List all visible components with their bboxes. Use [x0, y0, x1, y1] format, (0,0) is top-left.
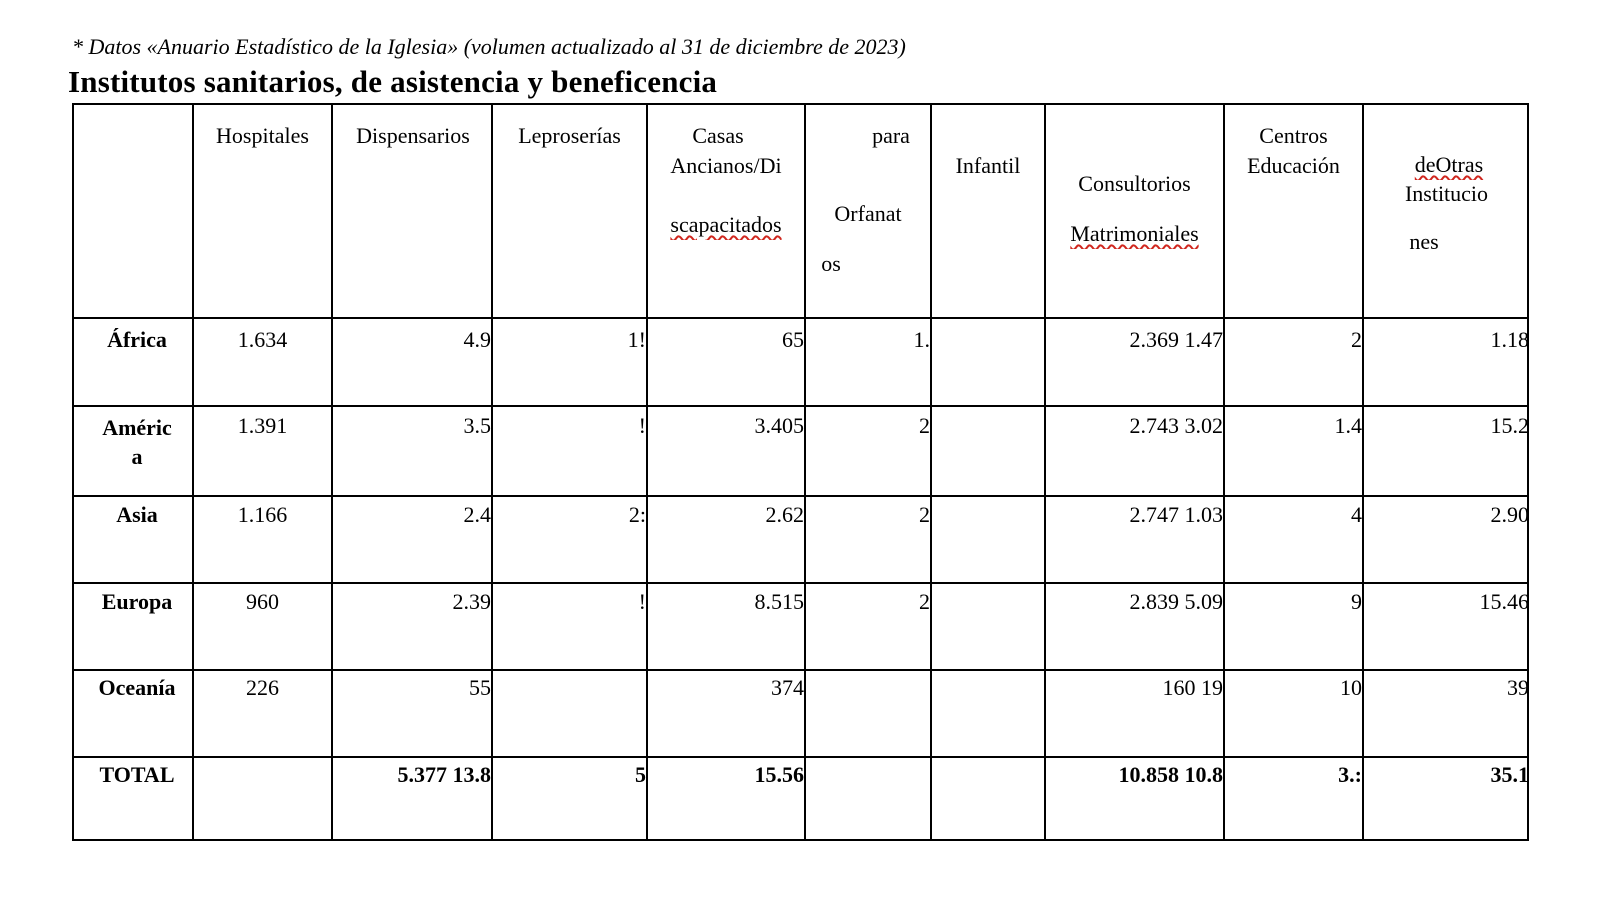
cell-centros: 9	[1351, 589, 1362, 614]
cell-casas: 15.56	[754, 762, 804, 787]
row-divider	[74, 495, 1527, 497]
header-infantil: Infantil	[955, 153, 1021, 178]
header-otras-2: Institucio	[1404, 181, 1489, 206]
cell-centros: 1.4	[1334, 413, 1362, 438]
row-label: Europa	[101, 589, 173, 614]
header-orfanatos-3: os	[821, 251, 841, 276]
cell-consultorios: 160 19	[1162, 675, 1223, 700]
cell-casas: 3.405	[754, 413, 804, 438]
cell-otras: 1.18	[1490, 327, 1529, 352]
header-otras-3: nes	[1409, 229, 1439, 254]
cell-consultorios: 2.839 5.09	[1129, 589, 1223, 614]
col-divider	[1044, 105, 1046, 839]
data-table	[72, 103, 1529, 841]
cell-centros: 10	[1340, 675, 1362, 700]
cell-otras: 15.2	[1490, 413, 1529, 438]
cell-centros: 4	[1351, 502, 1362, 527]
cell-casas: 65	[782, 327, 804, 352]
header-otras-1: deOtras	[1414, 152, 1484, 177]
header-orfanatos-1: para	[872, 123, 910, 148]
cell-leproserias: 2:	[628, 502, 646, 527]
page-title: Institutos sanitarios, de asistencia y beneficencia	[68, 64, 718, 99]
cell-hospitales: 1.391	[237, 413, 288, 438]
header-casas-3: scapacitados	[670, 212, 782, 237]
cell-orfanatos: 2	[919, 502, 930, 527]
header-casas-2: Ancianos/Di	[670, 153, 782, 178]
cell-hospitales: 226	[246, 675, 279, 700]
row-label: Asia	[116, 502, 158, 527]
cell-dispensarios: 2.39	[452, 589, 491, 614]
row-divider	[74, 582, 1527, 584]
cell-consultorios: 10.858 10.8	[1118, 762, 1223, 787]
row-label-total: TOTAL	[99, 762, 175, 787]
col-divider	[192, 105, 194, 839]
cell-hospitales: 1.634	[237, 327, 288, 352]
cell-leproserias: !	[638, 413, 646, 438]
cell-casas: 374	[771, 675, 804, 700]
row-divider	[74, 405, 1527, 407]
cell-casas: 8.515	[754, 589, 804, 614]
header-centros-1: Centros	[1259, 123, 1328, 148]
cell-otras: 15.46	[1479, 589, 1529, 614]
row-divider	[74, 669, 1527, 671]
cell-leproserias: !	[638, 589, 646, 614]
cell-consultorios: 2.747 1.03	[1129, 502, 1223, 527]
header-hospitales: Hospitales	[216, 123, 309, 148]
cell-hospitales: 1.166	[237, 502, 288, 527]
cell-leproserias: 1!	[627, 327, 646, 352]
cell-orfanatos: 1.	[913, 327, 930, 352]
cell-centros: 3.:	[1338, 762, 1362, 787]
cell-dispensarios: 4.9	[463, 327, 491, 352]
col-divider	[1362, 105, 1364, 839]
row-label: Oceanía	[98, 675, 176, 700]
cell-otras: 35.1	[1490, 762, 1529, 787]
row-divider	[74, 317, 1527, 319]
header-casas-1: Casas	[692, 123, 744, 148]
header-centros-2: Educación	[1247, 153, 1340, 178]
col-divider	[491, 105, 493, 839]
col-divider	[331, 105, 333, 839]
cell-dispensarios: 55	[469, 675, 491, 700]
cell-consultorios: 2.369 1.47	[1129, 327, 1223, 352]
cell-otras: 39	[1507, 675, 1529, 700]
row-label: Améric a	[102, 415, 172, 469]
header-orfanatos-2: Orfanat	[834, 201, 902, 226]
cell-centros: 2	[1351, 327, 1362, 352]
row-divider	[74, 756, 1527, 758]
header-consultorios-1: Consultorios	[1078, 171, 1191, 196]
cell-consultorios: 2.743 3.02	[1129, 413, 1223, 438]
cell-orfanatos: 2	[919, 589, 930, 614]
cell-otras: 2.90	[1490, 502, 1529, 527]
source-note: * Datos «Anuario Estadístico de la Iglesia» (volumen actualizado al 31 de diciembre de 2023)	[72, 34, 906, 59]
cell-dispensarios: 2.4	[463, 502, 491, 527]
header-dispensarios: Dispensarios	[356, 123, 470, 148]
cell-leproserias: 5	[635, 762, 646, 787]
header-leproserias: Leproserías	[518, 123, 621, 148]
cell-orfanatos: 2	[919, 413, 930, 438]
cell-dispensarios: 3.5	[463, 413, 491, 438]
cell-dispensarios: 5.377 13.8	[397, 762, 491, 787]
col-divider	[1223, 105, 1225, 839]
col-divider	[930, 105, 932, 839]
header-consultorios-2: Matrimoniales	[1070, 221, 1199, 246]
cell-casas: 2.62	[765, 502, 804, 527]
cell-hospitales: 960	[246, 589, 279, 614]
row-label: África	[107, 327, 167, 352]
